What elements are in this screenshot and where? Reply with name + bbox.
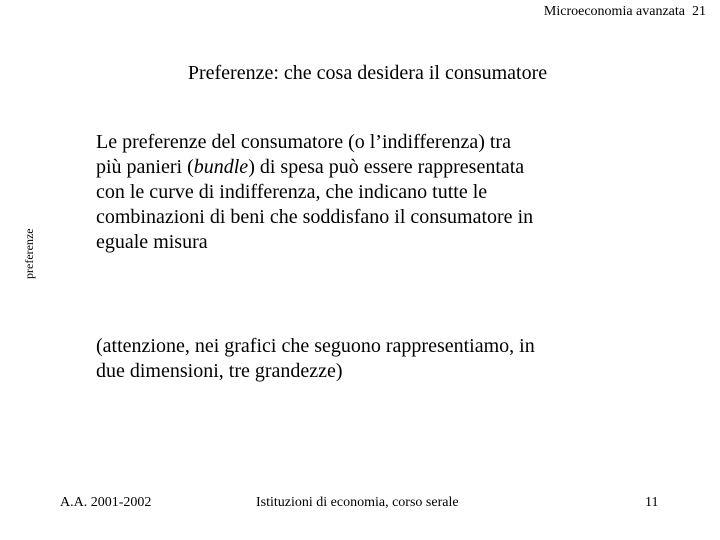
- course-label: Microeconomia avanzata: [543, 4, 685, 19]
- slide-title: Preferenze: che cosa desidera il consumatore: [187, 62, 548, 84]
- slide-header: [544, 4, 706, 20]
- note-paragraph: [96, 334, 656, 384]
- paragraph-line: combinazioni di beni che soddisfano il consumatore in: [96, 206, 534, 228]
- side-section-label: preferenze: [22, 228, 36, 279]
- paragraph-text: più panieri (: [96, 156, 194, 178]
- slide-number: 21: [692, 4, 706, 19]
- paragraph-line: due dimensioni, tre grandezze): [96, 360, 343, 382]
- paragraph-line: (attenzione, nei grafici che seguono rappresentiamo, in: [96, 335, 535, 357]
- footer-course-name: Istituzioni di economia, corso serale: [256, 495, 459, 510]
- italic-term: bundle: [193, 156, 249, 178]
- footer-page-number: 11: [645, 495, 659, 510]
- paragraph-line: Le preferenze del consumatore (o l’indifferenza) tra: [96, 131, 511, 153]
- paragraph-text: ) di spesa può essere rappresentata: [248, 156, 525, 178]
- definition-paragraph: [96, 130, 656, 255]
- paragraph-line: [96, 155, 656, 180]
- paragraph-line: con le curve di indifferenza, che indicano tutte le: [96, 181, 488, 203]
- paragraph-line: eguale misura: [96, 231, 208, 253]
- footer-academic-year: A.A. 2001-2002: [60, 495, 152, 510]
